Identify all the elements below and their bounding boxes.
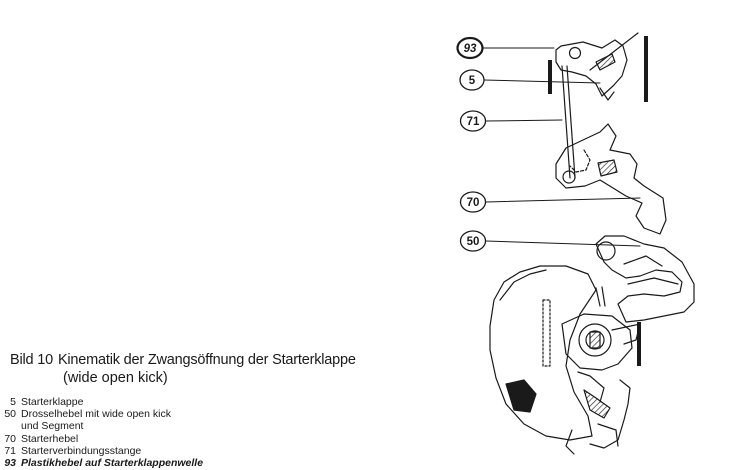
connecting-rod-71 <box>562 66 575 183</box>
segment-sector <box>490 266 596 440</box>
legend-item-number: 93 <box>4 456 16 469</box>
callout-50-label: 50 <box>466 236 480 248</box>
legend-item-number: 50 <box>4 408 16 421</box>
callout-5 <box>460 70 484 90</box>
callout-70 <box>461 192 486 212</box>
callout-71 <box>461 111 486 131</box>
throttle-lever-50 <box>596 236 694 322</box>
legend-item-text: Starterverbindungsstange <box>21 444 142 457</box>
housing-bar-top-left <box>548 60 552 94</box>
callout-93 <box>458 38 483 58</box>
callout-70-label: 70 <box>466 197 480 209</box>
callout-93-label: 93 <box>463 43 477 55</box>
legend-item-text: Drosselhebel mit wide open kick <box>21 408 171 421</box>
legend-item-text: Starterhebel <box>21 432 79 445</box>
throttle-shaft-hub <box>562 314 640 454</box>
callout-50 <box>461 231 486 251</box>
legend-item-text: und Segment <box>21 420 84 433</box>
legend-item-text: Plastikhebel auf Starterklappenwelle <box>21 456 204 469</box>
callout-71-label: 71 <box>466 116 480 128</box>
figure-subtitle: (wide open kick) <box>63 370 168 386</box>
legend-item-number: 71 <box>4 444 16 457</box>
legend-item-text: Starterklappe <box>21 396 84 408</box>
callout-leaders <box>482 48 640 246</box>
legend-item-number: 5 <box>10 396 16 408</box>
housing-bar-top-right <box>644 36 648 102</box>
figure-number: Bild 10 <box>10 352 53 368</box>
callout-5-label: 5 <box>468 75 476 87</box>
figure-title: Kinematik der Zwangsöffnung der Starterklappe <box>57 352 356 368</box>
legend-item-number: 70 <box>4 432 16 445</box>
